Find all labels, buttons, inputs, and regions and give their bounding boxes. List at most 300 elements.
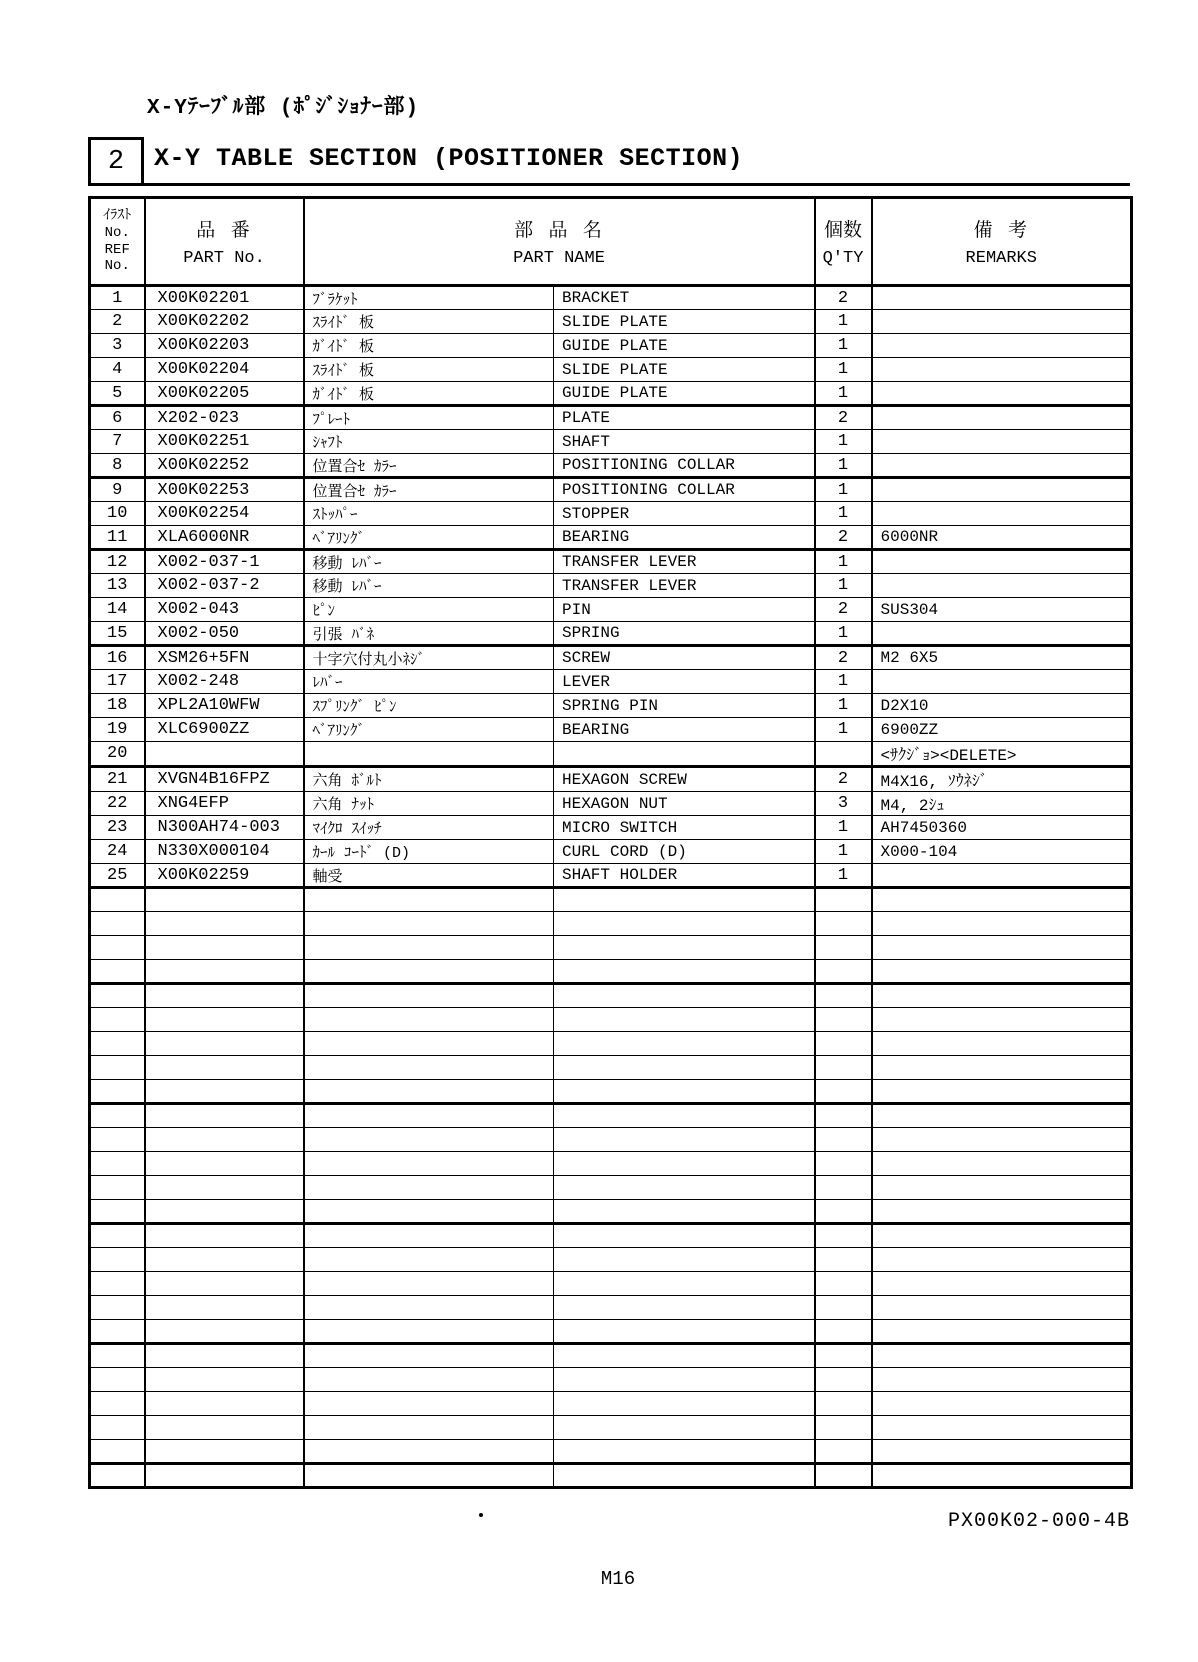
- name-en-cell: HEXAGON NUT: [554, 792, 815, 816]
- empty-cell: [872, 1272, 1132, 1296]
- name-jp-cell: 位置合ｾ ｶﾗｰ: [304, 478, 554, 502]
- empty-cell: [872, 1152, 1132, 1176]
- empty-cell: [145, 1344, 304, 1368]
- name-en-cell: BEARING: [554, 526, 815, 550]
- empty-cell: [554, 912, 815, 936]
- remarks-cell: <ｻｸｼﾞｮ><DELETE>: [872, 742, 1132, 767]
- ref-cell: 1: [90, 286, 145, 310]
- table-row: [90, 550, 1132, 574]
- empty-cell: [90, 888, 145, 912]
- title-underline: [88, 183, 1130, 186]
- partno-cell: [145, 742, 304, 767]
- name-en-cell: [554, 742, 815, 767]
- empty-cell: [554, 1056, 815, 1080]
- partno-cell: X00K02253: [145, 478, 304, 502]
- name-jp-cell: ﾋﾟﾝ: [304, 598, 554, 622]
- remarks-cell: [872, 478, 1132, 502]
- remarks-cell: [872, 286, 1132, 310]
- column-header-part-name: [304, 198, 815, 286]
- name-en-cell: PIN: [554, 598, 815, 622]
- name-jp-cell: 六角 ﾎﾞﾙﾄ: [304, 767, 554, 792]
- column-header-ref: [90, 198, 145, 286]
- column-header-remarks-jp: 備 考: [973, 220, 1029, 242]
- name-jp-cell: ｶﾞｲﾄﾞ 板: [304, 334, 554, 358]
- empty-cell: [145, 1248, 304, 1272]
- remarks-cell: [872, 502, 1132, 526]
- empty-cell: [145, 1440, 304, 1464]
- name-en-cell: SCREW: [554, 646, 815, 670]
- remarks-cell: [872, 382, 1132, 406]
- partno-cell: XPL2A10WFW: [145, 694, 304, 718]
- table-row: [90, 598, 1132, 622]
- remarks-cell: [872, 358, 1132, 382]
- ref-cell: 19: [90, 718, 145, 742]
- name-en-cell: SPRING: [554, 622, 815, 646]
- empty-cell: [554, 984, 815, 1008]
- empty-cell: [815, 1248, 872, 1272]
- column-header-part-name-en: PART NAME: [513, 249, 605, 268]
- name-en-cell: GUIDE PLATE: [554, 334, 815, 358]
- name-en-cell: POSITIONING COLLAR: [554, 454, 815, 478]
- table-row: [90, 864, 1132, 888]
- empty-cell: [554, 1440, 815, 1464]
- partno-cell: XLA6000NR: [145, 526, 304, 550]
- table-row: [90, 478, 1132, 502]
- table-row: [90, 767, 1132, 792]
- empty-cell: [554, 936, 815, 960]
- qty-cell: 1: [815, 694, 872, 718]
- name-en-cell: GUIDE PLATE: [554, 382, 815, 406]
- empty-cell: [145, 1224, 304, 1248]
- remarks-cell: [872, 550, 1132, 574]
- partno-cell: N300AH74-003: [145, 816, 304, 840]
- empty-table-row: [90, 1104, 1132, 1128]
- partno-cell: X00K02254: [145, 502, 304, 526]
- name-en-cell: SHAFT: [554, 430, 815, 454]
- empty-table-row: [90, 1368, 1132, 1392]
- qty-cell: 3: [815, 792, 872, 816]
- empty-cell: [304, 1296, 554, 1320]
- partno-cell: X00K02251: [145, 430, 304, 454]
- partno-cell: X002-037-1: [145, 550, 304, 574]
- empty-cell: [90, 1440, 145, 1464]
- column-header-part-no-jp: 品 番: [196, 220, 252, 242]
- column-header-part-name-jp: 部 品 名: [514, 220, 604, 242]
- empty-table-row: [90, 1200, 1132, 1224]
- name-jp-cell: 六角 ﾅｯﾄ: [304, 792, 554, 816]
- column-header-part-no: [145, 198, 304, 286]
- scan-dot-artifact: [479, 1513, 483, 1517]
- empty-cell: [145, 1416, 304, 1440]
- empty-cell: [90, 1104, 145, 1128]
- empty-table-row: [90, 1056, 1132, 1080]
- empty-cell: [815, 1200, 872, 1224]
- empty-cell: [145, 984, 304, 1008]
- ref-cell: 5: [90, 382, 145, 406]
- column-header-part-no-en: PART No.: [183, 249, 265, 268]
- name-en-cell: SPRING PIN: [554, 694, 815, 718]
- partno-cell: X00K02203: [145, 334, 304, 358]
- table-row: [90, 840, 1132, 864]
- name-jp-cell: 軸受: [304, 864, 554, 888]
- name-jp-cell: ﾌﾞﾗｹｯﾄ: [304, 286, 554, 310]
- empty-cell: [554, 1296, 815, 1320]
- qty-cell: 1: [815, 430, 872, 454]
- empty-cell: [872, 984, 1132, 1008]
- empty-cell: [90, 960, 145, 984]
- name-en-cell: HEXAGON SCREW: [554, 767, 815, 792]
- empty-cell: [815, 1320, 872, 1344]
- empty-table-row: [90, 1080, 1132, 1104]
- document-number: PX00K02-000-4B: [947, 1510, 1130, 1533]
- empty-table-row: [90, 1296, 1132, 1320]
- remarks-cell: AH7450360: [872, 816, 1132, 840]
- ref-cell: 20: [90, 742, 145, 767]
- empty-table-row: [90, 1320, 1132, 1344]
- empty-cell: [815, 1464, 872, 1488]
- empty-cell: [304, 1464, 554, 1488]
- empty-cell: [304, 1008, 554, 1032]
- name-jp-cell: [304, 742, 554, 767]
- empty-cell: [304, 1224, 554, 1248]
- name-jp-cell: 移動 ﾚﾊﾞｰ: [304, 574, 554, 598]
- name-en-cell: SLIDE PLATE: [554, 358, 815, 382]
- qty-cell: 1: [815, 816, 872, 840]
- empty-cell: [554, 1008, 815, 1032]
- name-en-cell: SLIDE PLATE: [554, 310, 815, 334]
- remarks-cell: [872, 670, 1132, 694]
- empty-cell: [815, 1224, 872, 1248]
- empty-cell: [815, 1344, 872, 1368]
- ref-cell: 4: [90, 358, 145, 382]
- table-header-row: [90, 198, 1132, 286]
- empty-cell: [145, 888, 304, 912]
- ref-cell: 9: [90, 478, 145, 502]
- name-en-cell: LEVER: [554, 670, 815, 694]
- qty-cell: 2: [815, 406, 872, 430]
- ref-cell: 6: [90, 406, 145, 430]
- column-header-qty-en: Q'TY: [822, 249, 864, 268]
- empty-cell: [145, 1008, 304, 1032]
- ref-cell: 22: [90, 792, 145, 816]
- column-header-remarks-en: REMARKS: [965, 249, 1037, 268]
- empty-cell: [554, 1152, 815, 1176]
- name-en-cell: TRANSFER LEVER: [554, 574, 815, 598]
- name-en-cell: POSITIONING COLLAR: [554, 478, 815, 502]
- qty-cell: 1: [815, 550, 872, 574]
- empty-cell: [554, 1200, 815, 1224]
- partno-cell: X00K02201: [145, 286, 304, 310]
- empty-cell: [90, 1224, 145, 1248]
- empty-cell: [872, 1248, 1132, 1272]
- remarks-cell: [872, 864, 1132, 888]
- empty-cell: [815, 1368, 872, 1392]
- empty-cell: [90, 1344, 145, 1368]
- column-header-ref-line: No.: [104, 258, 130, 275]
- empty-table-row: [90, 1152, 1132, 1176]
- empty-table-row: [90, 888, 1132, 912]
- qty-cell: 1: [815, 502, 872, 526]
- empty-cell: [90, 1296, 145, 1320]
- empty-cell: [304, 1368, 554, 1392]
- empty-cell: [872, 1320, 1132, 1344]
- empty-cell: [815, 936, 872, 960]
- empty-cell: [815, 1440, 872, 1464]
- table-row: [90, 286, 1132, 310]
- empty-table-row: [90, 1344, 1132, 1368]
- qty-cell: 2: [815, 598, 872, 622]
- qty-cell: 1: [815, 358, 872, 382]
- empty-cell: [304, 1032, 554, 1056]
- empty-cell: [145, 1320, 304, 1344]
- empty-cell: [554, 960, 815, 984]
- name-jp-cell: 位置合ｾ ｶﾗｰ: [304, 454, 554, 478]
- table-row: [90, 382, 1132, 406]
- empty-cell: [554, 1104, 815, 1128]
- table-row: [90, 694, 1132, 718]
- empty-cell: [815, 1080, 872, 1104]
- empty-cell: [554, 1128, 815, 1152]
- section-number-box: [88, 137, 144, 186]
- name-en-cell: TRANSFER LEVER: [554, 550, 815, 574]
- remarks-cell: M4X16, ｿｳﾈｼﾞ: [872, 767, 1132, 792]
- qty-cell: 1: [815, 382, 872, 406]
- name-en-cell: MICRO SWITCH: [554, 816, 815, 840]
- remarks-cell: [872, 334, 1132, 358]
- parts-table: [88, 196, 1133, 1489]
- partno-cell: X00K02259: [145, 864, 304, 888]
- empty-cell: [90, 912, 145, 936]
- ref-cell: 7: [90, 430, 145, 454]
- empty-cell: [145, 1392, 304, 1416]
- empty-cell: [90, 1032, 145, 1056]
- empty-cell: [145, 912, 304, 936]
- qty-cell: 1: [815, 718, 872, 742]
- empty-cell: [872, 1368, 1132, 1392]
- ref-cell: 14: [90, 598, 145, 622]
- empty-cell: [90, 1008, 145, 1032]
- empty-cell: [304, 1344, 554, 1368]
- qty-cell: 1: [815, 334, 872, 358]
- name-jp-cell: ﾏｲｸﾛ ｽｲｯﾁ: [304, 816, 554, 840]
- empty-cell: [872, 960, 1132, 984]
- remarks-cell: M4, 2ｼｭ: [872, 792, 1132, 816]
- empty-cell: [90, 1248, 145, 1272]
- table-row: [90, 574, 1132, 598]
- name-jp-cell: ｶﾞｲﾄﾞ 板: [304, 382, 554, 406]
- ref-cell: 2: [90, 310, 145, 334]
- section-title-english: X-Y TABLE SECTION (POSITIONER SECTION): [154, 144, 744, 173]
- empty-cell: [872, 1296, 1132, 1320]
- empty-cell: [554, 1392, 815, 1416]
- empty-cell: [554, 1416, 815, 1440]
- ref-cell: 8: [90, 454, 145, 478]
- empty-cell: [815, 1008, 872, 1032]
- table-row: [90, 358, 1132, 382]
- table-row: [90, 406, 1132, 430]
- ref-cell: 21: [90, 767, 145, 792]
- partno-cell: X00K02205: [145, 382, 304, 406]
- empty-cell: [145, 1056, 304, 1080]
- empty-cell: [872, 936, 1132, 960]
- empty-table-row: [90, 984, 1132, 1008]
- empty-cell: [304, 1272, 554, 1296]
- table-row: [90, 334, 1132, 358]
- empty-cell: [872, 1128, 1132, 1152]
- qty-cell: 1: [815, 310, 872, 334]
- ref-cell: 10: [90, 502, 145, 526]
- empty-cell: [815, 1296, 872, 1320]
- table-row: [90, 670, 1132, 694]
- empty-cell: [872, 1440, 1132, 1464]
- empty-cell: [815, 1128, 872, 1152]
- qty-cell: 2: [815, 286, 872, 310]
- empty-cell: [872, 1464, 1132, 1488]
- empty-cell: [304, 1128, 554, 1152]
- empty-cell: [145, 1368, 304, 1392]
- partno-cell: XSM26+5FN: [145, 646, 304, 670]
- empty-table-row: [90, 1416, 1132, 1440]
- name-en-cell: BEARING: [554, 718, 815, 742]
- name-jp-cell: ｽﾗｲﾄﾞ 板: [304, 358, 554, 382]
- empty-cell: [554, 1368, 815, 1392]
- qty-cell: 1: [815, 670, 872, 694]
- empty-table-row: [90, 1248, 1132, 1272]
- empty-cell: [554, 1272, 815, 1296]
- table-row: [90, 526, 1132, 550]
- qty-cell: [815, 742, 872, 767]
- table-row: [90, 742, 1132, 767]
- empty-cell: [554, 1320, 815, 1344]
- empty-cell: [90, 1392, 145, 1416]
- empty-cell: [90, 1080, 145, 1104]
- partno-cell: XLC6900ZZ: [145, 718, 304, 742]
- qty-cell: 1: [815, 622, 872, 646]
- remarks-cell: SUS304: [872, 598, 1132, 622]
- partno-cell: X002-043: [145, 598, 304, 622]
- qty-cell: 1: [815, 574, 872, 598]
- name-en-cell: PLATE: [554, 406, 815, 430]
- name-jp-cell: ｶｰﾙ ｺｰﾄﾞ (D): [304, 840, 554, 864]
- empty-cell: [145, 1296, 304, 1320]
- empty-cell: [815, 1176, 872, 1200]
- empty-table-row: [90, 1392, 1132, 1416]
- empty-cell: [90, 1368, 145, 1392]
- partno-cell: X202-023: [145, 406, 304, 430]
- name-jp-cell: 引張 ﾊﾞﾈ: [304, 622, 554, 646]
- partno-cell: X002-037-2: [145, 574, 304, 598]
- page-number: M16: [600, 1568, 636, 1590]
- empty-cell: [872, 1056, 1132, 1080]
- qty-cell: 1: [815, 454, 872, 478]
- ref-cell: 13: [90, 574, 145, 598]
- section-title-japanese: X-Yﾃｰﾌﾞﾙ部 (ﾎﾟｼﾞｼｮﾅｰ部): [147, 97, 420, 120]
- empty-cell: [815, 1272, 872, 1296]
- name-jp-cell: ｽﾄｯﾊﾟｰ: [304, 502, 554, 526]
- empty-cell: [304, 912, 554, 936]
- empty-cell: [304, 1080, 554, 1104]
- table-row: [90, 502, 1132, 526]
- table-row: [90, 310, 1132, 334]
- name-en-cell: CURL CORD (D): [554, 840, 815, 864]
- name-jp-cell: ﾍﾞｱﾘﾝｸﾞ: [304, 526, 554, 550]
- partno-cell: X002-050: [145, 622, 304, 646]
- empty-cell: [815, 984, 872, 1008]
- remarks-cell: [872, 622, 1132, 646]
- empty-cell: [554, 888, 815, 912]
- empty-cell: [304, 1248, 554, 1272]
- ref-cell: 15: [90, 622, 145, 646]
- column-header-remarks: [872, 198, 1132, 286]
- empty-cell: [304, 1392, 554, 1416]
- remarks-cell: M2 6X5: [872, 646, 1132, 670]
- table-row: [90, 718, 1132, 742]
- column-header-qty: [815, 198, 872, 286]
- ref-cell: 3: [90, 334, 145, 358]
- empty-cell: [145, 1176, 304, 1200]
- empty-table-row: [90, 1464, 1132, 1488]
- remarks-cell: [872, 310, 1132, 334]
- partno-cell: XVGN4B16FPZ: [145, 767, 304, 792]
- empty-cell: [815, 888, 872, 912]
- empty-cell: [145, 1464, 304, 1488]
- name-jp-cell: 移動 ﾚﾊﾞｰ: [304, 550, 554, 574]
- empty-table-row: [90, 1008, 1132, 1032]
- empty-cell: [90, 1056, 145, 1080]
- ref-cell: 16: [90, 646, 145, 670]
- name-jp-cell: ｽﾗｲﾄﾞ 板: [304, 310, 554, 334]
- empty-cell: [145, 1080, 304, 1104]
- empty-cell: [90, 1464, 145, 1488]
- ref-cell: 17: [90, 670, 145, 694]
- column-header-ref-line: ｲﾗｽﾄ: [103, 208, 132, 225]
- empty-cell: [304, 888, 554, 912]
- table-row: [90, 646, 1132, 670]
- partno-cell: X002-248: [145, 670, 304, 694]
- empty-cell: [304, 960, 554, 984]
- empty-table-row: [90, 960, 1132, 984]
- empty-cell: [554, 1224, 815, 1248]
- empty-cell: [872, 1080, 1132, 1104]
- empty-table-row: [90, 1032, 1132, 1056]
- qty-cell: 1: [815, 478, 872, 502]
- empty-cell: [90, 1128, 145, 1152]
- empty-cell: [304, 1056, 554, 1080]
- empty-cell: [145, 936, 304, 960]
- empty-cell: [304, 1176, 554, 1200]
- empty-cell: [90, 984, 145, 1008]
- empty-table-row: [90, 936, 1132, 960]
- ref-cell: 18: [90, 694, 145, 718]
- partno-cell: X00K02204: [145, 358, 304, 382]
- remarks-cell: X000-104: [872, 840, 1132, 864]
- empty-cell: [145, 1200, 304, 1224]
- empty-cell: [90, 1320, 145, 1344]
- qty-cell: 2: [815, 646, 872, 670]
- empty-table-row: [90, 1224, 1132, 1248]
- name-en-cell: STOPPER: [554, 502, 815, 526]
- name-en-cell: BRACKET: [554, 286, 815, 310]
- empty-cell: [872, 1344, 1132, 1368]
- name-jp-cell: ﾍﾞｱﾘﾝｸﾞ: [304, 718, 554, 742]
- empty-cell: [872, 912, 1132, 936]
- empty-table-row: [90, 912, 1132, 936]
- empty-cell: [815, 1416, 872, 1440]
- empty-cell: [90, 1152, 145, 1176]
- empty-cell: [554, 1032, 815, 1056]
- column-header-ref-line: No.: [104, 224, 130, 241]
- partno-cell: X00K02202: [145, 310, 304, 334]
